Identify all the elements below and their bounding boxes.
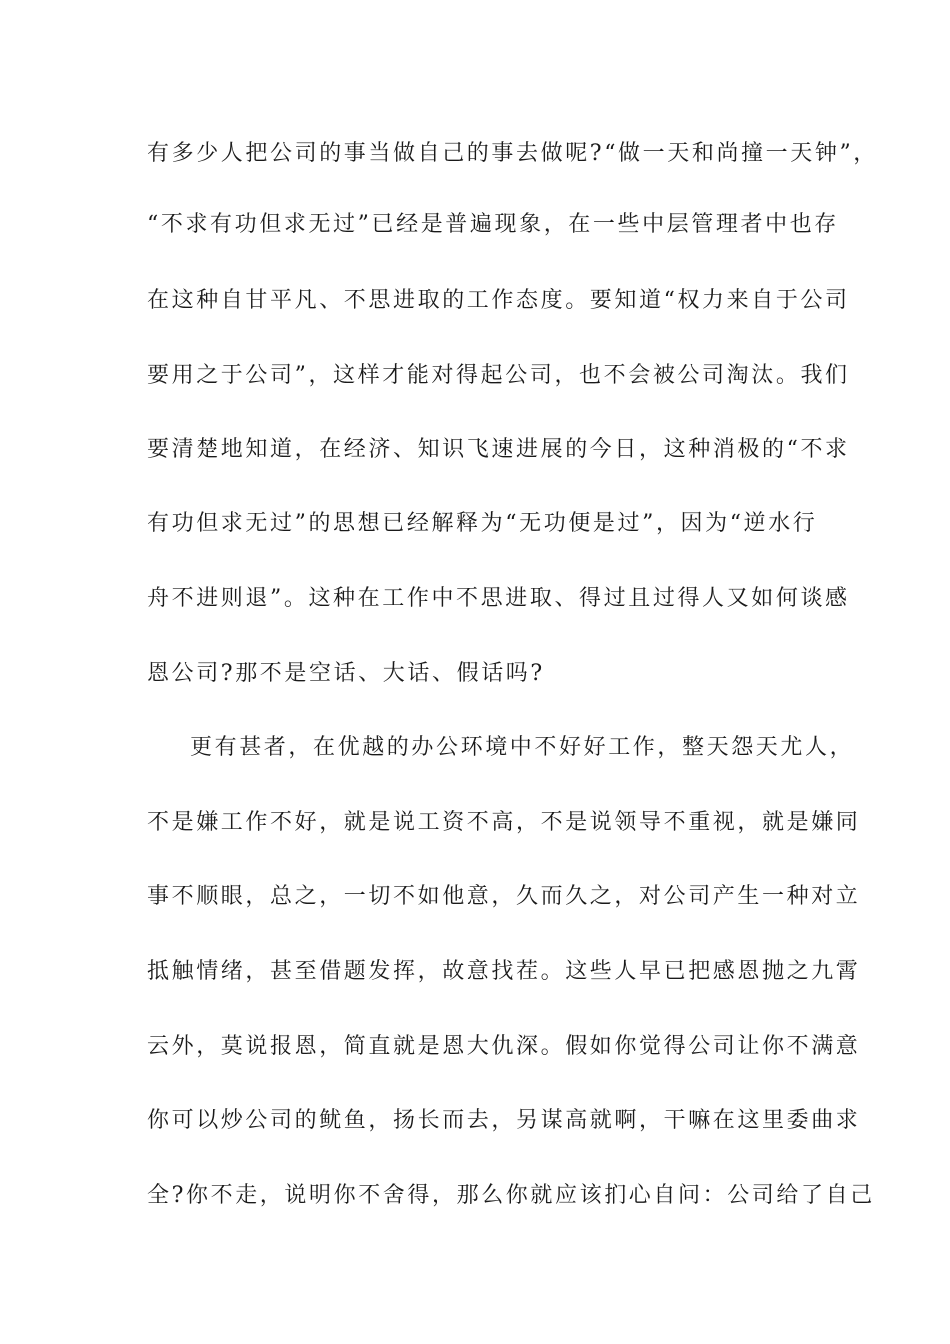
text-line-9: 更有甚者，在优越的办公环境中不好好工作，整天怨天尤人， bbox=[190, 735, 855, 760]
text-line-14: 你可以炒公司的鱿鱼，扬长而去，另谋高就啊，干嘛在这里委曲求 bbox=[147, 1108, 861, 1133]
text-line-15: 全?你不走，说明你不舍得，那么你就应该扪心自问：公司给了自己 bbox=[147, 1183, 875, 1208]
text-line-11: 事不顺眼，总之，一切不如他意，久而久之，对公司产生一种对立 bbox=[147, 884, 861, 909]
text-line-3: 在这种自甘平凡、不思进取的工作态度。要知道“权力来自于公司 bbox=[147, 288, 850, 313]
text-line-2: “不求有功但求无过”已经是普遍现象，在一些中层管理者中也存 bbox=[147, 212, 839, 237]
text-line-7: 舟不进则退”。这种在工作中不思进取、得过且过得人又如何谈感 bbox=[147, 586, 850, 611]
text-line-6: 有功但求无过”的思想已经解释为“无功便是过”，因为“逆水行 bbox=[147, 511, 818, 536]
text-line-13: 云外，莫说报恩，简直就是恩大仇深。假如你觉得公司让你不满意 bbox=[147, 1034, 861, 1059]
text-line-10: 不是嫌工作不好，就是说工资不高，不是说领导不重视，就是嫌同 bbox=[147, 810, 861, 835]
text-line-1: 有多少人把公司的事当做自己的事去做呢?“做一天和尚撞一天钟”， bbox=[147, 141, 878, 166]
text-line-8: 恩公司?那不是空话、大话、假话吗? bbox=[147, 661, 545, 686]
text-line-12: 抵触情绪，甚至借题发挥，故意找茬。这些人早已把感恩抛之九霄 bbox=[147, 959, 861, 984]
text-line-4: 要用之于公司”，这样才能对得起公司，也不会被公司淘汰。我们 bbox=[147, 363, 850, 388]
text-line-5: 要清楚地知道，在经济、知识飞速进展的今日，这种消极的“不求 bbox=[147, 437, 850, 462]
